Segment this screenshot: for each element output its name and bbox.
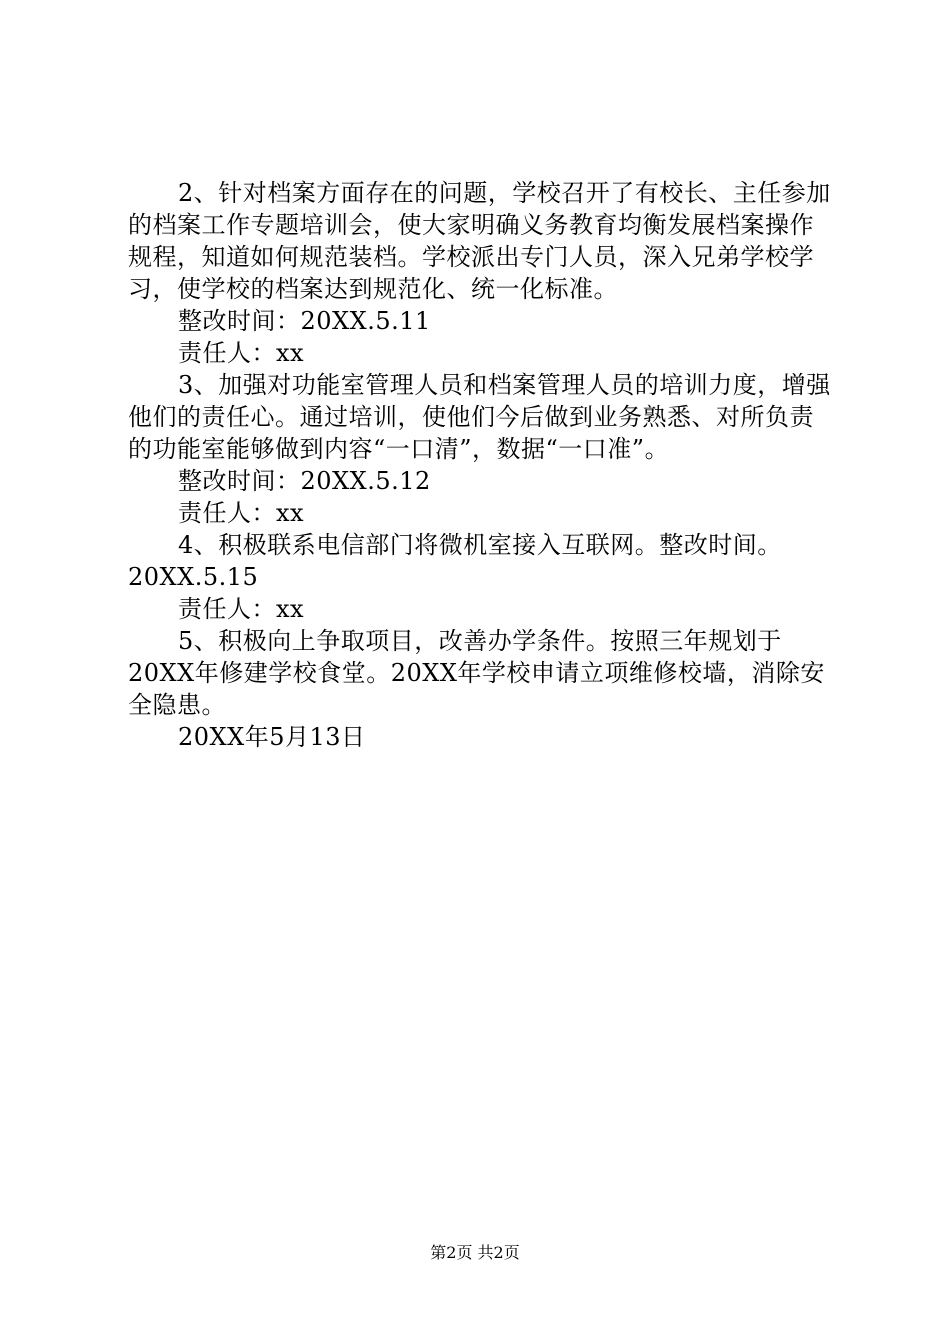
paragraph-item-5: 5、积极向上争取项目，改善办学条件。按照三年规划于20XX年修建学校食堂。20XX年学校申请立项维修校墙，消除安全隐患。 [128,627,825,719]
paragraph-item-3: 3、加强对功能室管理人员和档案管理人员的培训力度，增强他们的责任心。通过培训，使他们今后做到业务熟悉、对所负责的功能室能够做到内容“一口清”，数据“一口准”。 [128,371,831,463]
document-date: 20XX年5月13日 [178,723,366,751]
page-footer: 第2页 共2页 [430,1243,520,1262]
document-body [128,177,838,753]
rectification-time-3: 整改时间：20XX.5.12 [178,467,431,495]
responsible-person-2: 责任人：xx [178,339,305,367]
responsible-person-3: 责任人：xx [178,499,305,527]
rectification-time-2: 整改时间：20XX.5.11 [178,307,431,335]
responsible-person-4: 责任人：xx [178,595,305,623]
paragraph-item-4: 4、积极联系电信部门将微机室接入互联网。整改时间。20XX.5.15 [128,531,782,591]
paragraph-item-2: 2、针对档案方面存在的问题，学校召开了有校长、主任参加的档案工作专题培训会，使大家明确义务教育均衡发展档案操作规程，知道如何规范装档。学校派出专门人员，深入兄弟学校学习，使学校的档案达到规范化、统一化标准。 [128,179,831,303]
